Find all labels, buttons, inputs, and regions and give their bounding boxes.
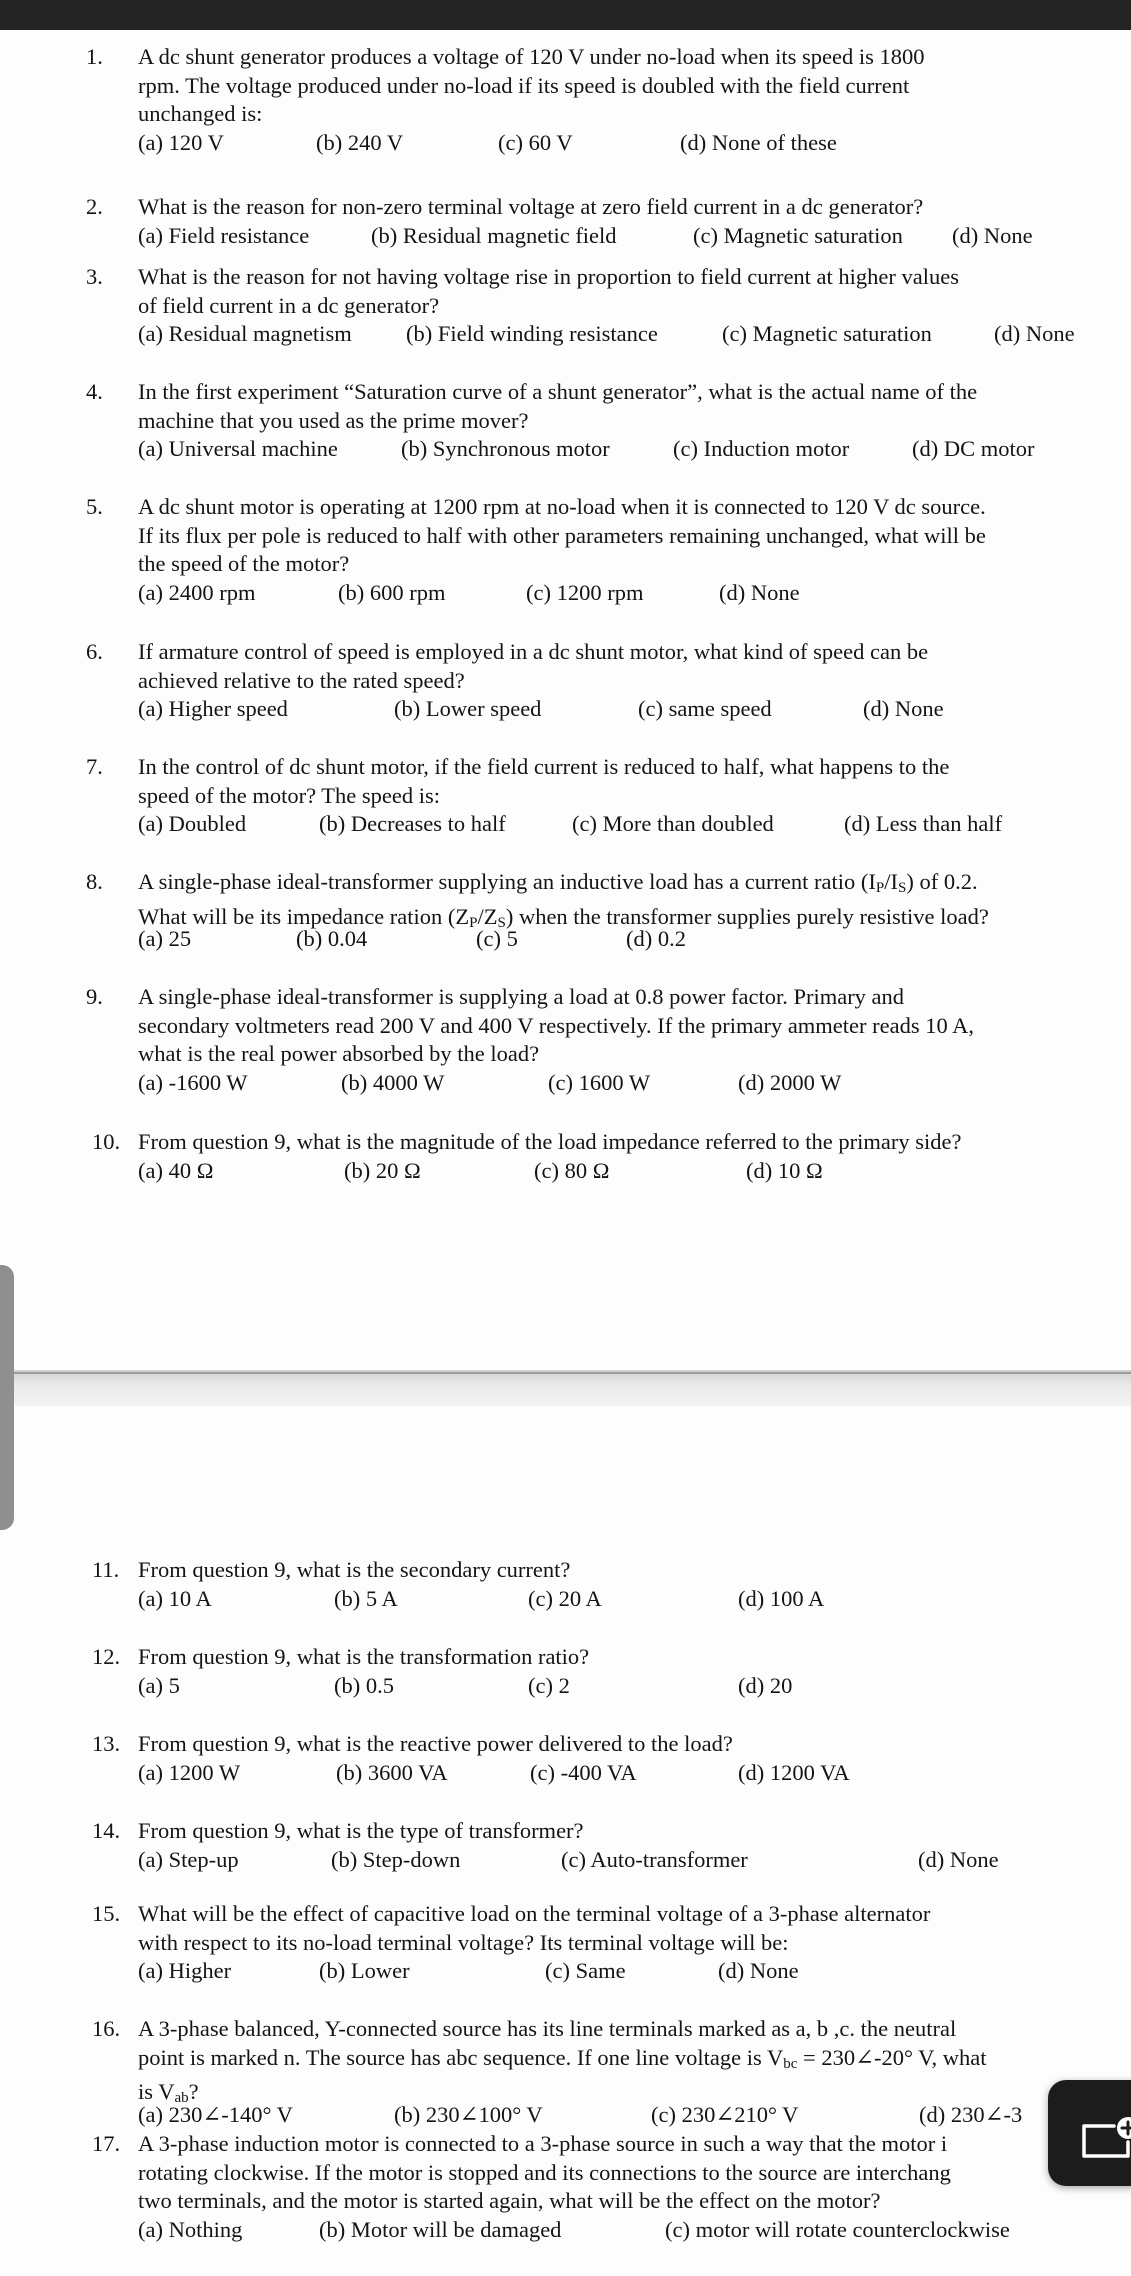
answer-options xyxy=(138,1585,1118,1615)
option-d: (d) Less than half xyxy=(844,811,1003,836)
question-number: 5. xyxy=(86,494,103,519)
answer-options xyxy=(138,925,1118,955)
question-number: 12. xyxy=(92,1644,121,1669)
option-a: (a) Doubled xyxy=(138,811,247,836)
option-a: (a) Higher xyxy=(138,1958,232,1983)
question-number: 7. xyxy=(86,754,103,779)
option-d: (d) 100 A xyxy=(738,1585,825,1611)
question-number: 13. xyxy=(92,1731,121,1756)
option-b: (b) Decreases to half xyxy=(319,811,506,836)
answer-options xyxy=(138,2101,1118,2131)
option-a: (a) Universal machine xyxy=(138,436,338,461)
option-b: (b) 0.04 xyxy=(296,926,368,951)
option-d: (d) 0.2 xyxy=(626,926,686,951)
option-c: (c) Magnetic saturation xyxy=(693,222,903,248)
option-b: (b) 4000 W xyxy=(341,1069,445,1095)
option-c: (c) 230∠210° V xyxy=(651,2101,799,2127)
option-c: (c) Auto-transformer xyxy=(561,1846,748,1872)
option-c: (c) 2 xyxy=(528,1672,570,1698)
option-a: (a) 10 A xyxy=(138,1585,212,1611)
question-number: 6. xyxy=(86,639,103,664)
option-a: (a) Higher speed xyxy=(138,696,288,721)
answer-options xyxy=(138,2216,1118,2246)
option-a: (a) 120 V xyxy=(138,129,224,155)
option-b: (b) 20 Ω xyxy=(344,1157,421,1183)
question-text: In the first experiment “Saturation curve of a shunt generator”, what is the actual name of the machine that you used as the prime mover? xyxy=(138,379,978,433)
answer-options xyxy=(138,435,1118,465)
option-a: (a) 25 xyxy=(138,926,192,951)
option-c: (c) Induction motor xyxy=(673,436,850,461)
option-a: (a) -1600 W xyxy=(138,1069,248,1095)
question-text: A single-phase ideal-transformer is supplying a load at 0.8 power factor. Primary and secondary voltmeters read 200 V and 400 V respectively. If the primary ammeter reads 10 A, what is the real power absorbed by the load? xyxy=(138,984,975,1066)
option-c: (c) 1200 rpm xyxy=(526,579,644,605)
question-text: A single-phase ideal-transformer supplying an inductive load has a current ratio $(I_P/I_S)$ of 0.2. What will be its impedance ration $(Z_P/Z_S)$ when the transformer supplies purely resistive load? xyxy=(138,869,989,931)
option-b: (b) 5 A xyxy=(334,1585,398,1611)
option-d: (d) None xyxy=(863,696,944,721)
question-text: What is the reason for not having voltage rise in proportion to field current at higher values of field current in a dc generator? xyxy=(138,264,960,318)
question-text: From question 9, what is the reactive power delivered to the load? xyxy=(138,1731,733,1756)
question-text: From question 9, what is the transformation ratio? xyxy=(138,1644,590,1669)
answer-options xyxy=(138,1759,1118,1789)
answer-options xyxy=(138,222,1118,252)
question-text: In the control of dc shunt motor, if the field current is reduced to half, what happens to the speed of the motor? The speed is: xyxy=(138,754,950,808)
answer-options xyxy=(138,810,1118,840)
option-c: (c) 80 Ω xyxy=(534,1157,610,1183)
option-b: (b) 3600 VA xyxy=(336,1759,448,1785)
option-a: (a) 2400 rpm xyxy=(138,579,256,605)
option-d: (d) None of these xyxy=(680,129,837,155)
answer-options xyxy=(138,129,1118,159)
question-text: From question 9, what is the magnitude of the load impedance referred to the primary side? xyxy=(138,1129,962,1154)
option-b: (b) Lower xyxy=(319,1958,410,1983)
option-a: (a) Residual magnetism xyxy=(138,321,352,346)
option-c: (c) 5 xyxy=(476,926,518,951)
option-d: (d) 10 Ω xyxy=(746,1157,823,1183)
question-number: 4. xyxy=(86,379,103,404)
option-c: (c) same speed xyxy=(638,696,772,721)
answer-options xyxy=(138,1957,1118,1987)
add-note-button[interactable] xyxy=(1048,2080,1131,2186)
option-b: (b) 0.5 xyxy=(334,1672,394,1698)
separator-line xyxy=(0,1372,1131,1374)
option-a: (a) Nothing xyxy=(138,2216,243,2242)
option-d: (d) None xyxy=(918,1846,999,1872)
option-a: (a) Field resistance xyxy=(138,222,310,248)
question-text: From question 9, what is the type of transformer? xyxy=(138,1818,584,1843)
answer-options xyxy=(138,1672,1118,1702)
option-c: (c) More than doubled xyxy=(572,811,774,836)
option-b: (b) 240 V xyxy=(316,129,404,155)
question-number: 11. xyxy=(92,1557,120,1582)
answer-options xyxy=(138,695,1118,725)
question-number: 10. xyxy=(92,1129,121,1154)
question-number: 9. xyxy=(86,984,103,1009)
option-c: (c) 20 A xyxy=(528,1585,602,1611)
option-a: (a) 1200 W xyxy=(138,1759,241,1785)
option-a: (a) Step-up xyxy=(138,1846,239,1872)
option-b: (b) Lower speed xyxy=(394,696,542,721)
option-d: (d) 230∠-3 xyxy=(919,2101,1023,2127)
question-text: If armature control of speed is employed in a dc shunt motor, what kind of speed can be achieved relative to the rated speed? xyxy=(138,639,929,693)
side-scroll-handle[interactable] xyxy=(0,1265,14,1530)
option-c: (c) 60 V xyxy=(498,129,573,155)
option-b: (b) Step-down xyxy=(331,1846,461,1872)
option-d: (d) 2000 W xyxy=(738,1069,842,1095)
option-d: (d) 20 xyxy=(738,1672,793,1698)
question-number: 17. xyxy=(92,2131,121,2156)
question-text: A dc shunt motor is operating at 1200 rpm at no-load when it is connected to 120 V dc source. If its flux per pole is reduced to half with other parameters remaining unchanged, what will be the speed of the motor? xyxy=(138,494,986,576)
option-b: (b) Motor will be damaged xyxy=(319,2216,562,2242)
question-text: What will be the effect of capacitive load on the terminal voltage of a 3-phase alternator with respect to its no-load terminal voltage? Its terminal voltage will be: xyxy=(138,1901,931,1955)
question-number: 15. xyxy=(92,1901,121,1926)
option-b: (b) 230∠100° V xyxy=(394,2101,543,2127)
question-text: A 3-phase induction motor is connected to a 3-phase source in such a way that the motor i rotating clockwise. If the motor is stopped and its connections to the source are interchang two terminals, and the motor is started again, what will be the effect on the motor? xyxy=(138,2131,951,2213)
question-text: A 3-phase balanced, Y-connected source has its line terminals marked as a, b ,c. the neutral point is marked n. The source has abc sequence. If one line voltage is $V_{bc}$ = 230∠-20° V, what is $V_{ab}$? xyxy=(138,2016,987,2106)
option-c: (c) Magnetic saturation xyxy=(722,321,932,346)
option-d: (d) None xyxy=(994,321,1075,346)
answer-options xyxy=(138,1157,1118,1187)
option-d: (d) None xyxy=(719,579,800,605)
question-text: A dc shunt generator produces a voltage of 120 V under no-load when its speed is 1800 rpm. The voltage produced under no-load if its speed is doubled with the field current unchanged is: xyxy=(138,44,925,126)
option-d: (d) None xyxy=(952,222,1033,248)
option-a: (a) 40 Ω xyxy=(138,1157,214,1183)
question-number: 3. xyxy=(86,264,103,289)
option-c: (c) 1600 W xyxy=(548,1069,651,1095)
option-b: (b) Synchronous motor xyxy=(401,436,610,461)
question-number: 16. xyxy=(92,2016,121,2041)
option-c: (c) motor will rotate counterclockwise xyxy=(665,2216,1010,2242)
option-b: (b) Field winding resistance xyxy=(406,321,658,346)
add-to-note-icon xyxy=(1078,2116,1131,2168)
answer-options xyxy=(138,1069,1118,1099)
option-b: (b) 600 rpm xyxy=(338,579,446,605)
question-number: 8. xyxy=(86,869,103,894)
question-text: What is the reason for non-zero terminal voltage at zero field current in a dc generator? xyxy=(138,194,924,219)
option-c: (c) -400 VA xyxy=(530,1759,637,1785)
option-a: (a) 230∠-140° V xyxy=(138,2101,293,2127)
page-separator xyxy=(0,1370,1131,1406)
option-b: (b) Residual magnetic field xyxy=(371,222,617,248)
option-d: (d) 1200 VA xyxy=(738,1759,850,1785)
question-number: 1. xyxy=(86,44,103,69)
question-number: 14. xyxy=(92,1818,121,1843)
option-d: (d) None xyxy=(718,1958,799,1983)
option-a: (a) 5 xyxy=(138,1672,180,1698)
top-status-bar xyxy=(0,0,1131,30)
answer-options xyxy=(138,1846,1118,1876)
option-d: (d) DC motor xyxy=(912,436,1035,461)
answer-options xyxy=(138,579,1118,609)
question-text: From question 9, what is the secondary current? xyxy=(138,1557,571,1582)
answer-options xyxy=(138,320,1118,350)
question-number: 2. xyxy=(86,194,103,219)
option-c: (c) Same xyxy=(545,1958,626,1983)
